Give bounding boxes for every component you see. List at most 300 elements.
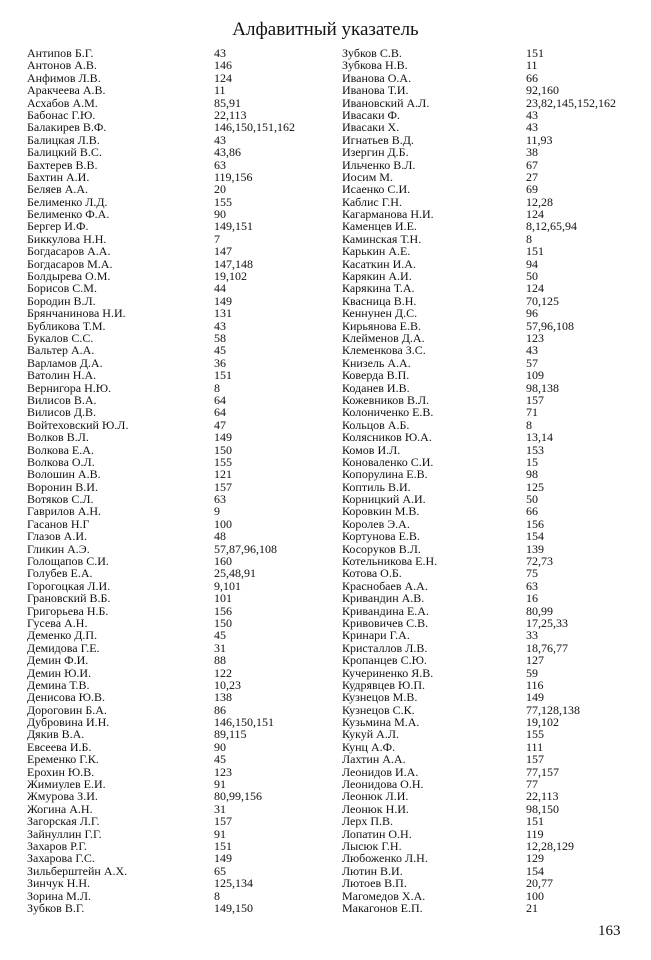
author-name: Кольцов А.Б.	[342, 417, 410, 432]
author-name: Войтеховский Ю.Л.	[27, 417, 129, 432]
author-name: Григорьева Н.Б.	[27, 603, 109, 618]
page-references: 98,138	[526, 380, 559, 395]
author-name: Евсеева И.Б.	[27, 739, 92, 754]
author-name: Демин Ю.И.	[27, 665, 92, 680]
author-name: Ивановский А.Л.	[342, 95, 430, 110]
author-name: Белименко Ф.А.	[27, 207, 110, 222]
page-references: 147	[214, 244, 232, 259]
index-entry	[342, 369, 642, 381]
page-references: 44	[214, 281, 226, 296]
page-references: 124	[526, 207, 544, 222]
page-references: 155	[214, 194, 232, 209]
page-references: 116	[526, 677, 544, 692]
author-name: Лопатин О.Н.	[342, 826, 412, 841]
index-entry	[27, 902, 323, 914]
author-name: Борисов С.М.	[27, 281, 97, 296]
page-references: 77	[526, 777, 538, 792]
page-references: 149,151	[214, 219, 253, 234]
author-name: Макагонов Е.П.	[342, 900, 423, 915]
page-references: 19,102	[214, 269, 247, 284]
page-references: 151	[526, 814, 544, 829]
author-name: Вотяков С.Л.	[27, 492, 94, 507]
page-references: 23,82,145,152,162	[526, 95, 616, 110]
page-references: 98	[526, 467, 538, 482]
page-references: 36	[214, 355, 226, 370]
page-references: 11	[214, 83, 226, 98]
page-references: 57,96,108	[526, 318, 574, 333]
page-references: 45	[214, 343, 226, 358]
index-entry	[27, 629, 323, 641]
author-name: Кожевников В.Л.	[342, 392, 430, 407]
page-references: 45	[214, 752, 226, 767]
author-name: Захаров Р.Г.	[27, 839, 87, 853]
author-name: Копорулина Е.В.	[342, 467, 428, 482]
index-entry	[27, 505, 323, 517]
index-entry	[27, 654, 323, 666]
page-references: 109	[526, 368, 544, 383]
author-name: Коноваленко С.И.	[342, 454, 434, 469]
page-references: 154	[526, 529, 544, 544]
author-name: Кукуй А.Л.	[342, 727, 399, 742]
author-name: Богдасаров А.А.	[27, 244, 111, 259]
author-name: Жимиулев Е.И.	[27, 777, 106, 792]
page-references: 149	[214, 293, 232, 308]
author-name: Леонюк Л.И.	[342, 789, 409, 804]
page-title: Алфавитный указатель	[232, 19, 419, 40]
page-references: 43	[526, 120, 538, 135]
author-name: Ильченко В.Л.	[342, 157, 416, 172]
author-name: Королев Э.А.	[342, 516, 410, 531]
author-name: Варламов Д.А.	[27, 355, 103, 370]
author-name: Кривовичев С.В.	[342, 615, 429, 630]
index-entry	[27, 530, 323, 542]
page-references: 11	[526, 58, 538, 73]
page-references: 119	[526, 826, 544, 841]
author-name: Кропанцев С.Ю.	[342, 653, 427, 668]
index-entry	[27, 282, 323, 294]
page-references: 43	[214, 46, 226, 60]
page-references: 146,150,151,162	[214, 120, 295, 135]
author-name: Зайнуллин Г.Г.	[27, 826, 102, 841]
page-references: 151	[214, 368, 232, 383]
author-name: Волкова О.Л.	[27, 454, 95, 469]
page-references: 45	[214, 628, 226, 643]
index-entry	[27, 691, 323, 703]
author-name: Демин Ф.И.	[27, 653, 89, 668]
author-name: Каблис Г.Н.	[342, 194, 402, 209]
page-references: 9,101	[214, 578, 241, 593]
author-name: Гаврилов А.Н.	[27, 504, 102, 519]
author-name: Букалов С.С.	[27, 330, 94, 345]
page-references: 80,99	[526, 603, 553, 618]
index-entry	[342, 245, 642, 257]
index-entry	[342, 815, 642, 827]
page-references: 9	[214, 504, 220, 519]
author-name: Бабонас Г.Ю.	[27, 107, 96, 122]
index-entry	[342, 567, 642, 579]
page-references: 123	[214, 764, 232, 779]
author-name: Кучериненко Я.В.	[342, 665, 434, 680]
author-name: Волошин А.В.	[27, 467, 101, 482]
index-entry	[27, 753, 323, 765]
page-references: 19,102	[526, 715, 559, 730]
page-references: 121	[214, 467, 232, 482]
index-entry	[27, 84, 323, 96]
author-name: Кривандин А.В.	[342, 591, 425, 606]
page-references: 153	[526, 442, 544, 457]
author-name: Лахтин А.А.	[342, 752, 406, 767]
page-references: 22,113	[526, 789, 559, 804]
page-references: 38	[526, 145, 538, 160]
author-name: Зильберштейн А.Х.	[27, 863, 128, 878]
author-name: Загорская Л.Г.	[27, 814, 100, 829]
page-references: 89,115	[214, 727, 247, 742]
author-name: Леонидов И.А.	[342, 764, 419, 779]
author-name: Исаенко С.И.	[342, 182, 411, 197]
author-name: Кудрявцев Ю.П.	[342, 677, 426, 692]
page-references: 18,76,77	[526, 640, 568, 655]
author-name: Касаткин И.А.	[342, 256, 416, 271]
page-references: 10,23	[214, 677, 241, 692]
author-name: Каменцев И.Е.	[342, 219, 417, 234]
index-entry	[27, 369, 323, 381]
page-references: 58	[214, 330, 226, 345]
page-references: 94	[526, 256, 538, 271]
author-name: Колясников Ю.А.	[342, 430, 432, 445]
author-name: Зинчук Н.Н.	[27, 876, 91, 891]
author-name: Балакирев В.Ф.	[27, 120, 107, 135]
author-name: Бахтерев В.В.	[27, 157, 98, 172]
page-references: 150	[214, 615, 232, 630]
author-name: Вилисов В.А.	[27, 392, 97, 407]
page-references: 156	[526, 516, 544, 531]
page-references: 151	[526, 244, 544, 259]
index-entry	[27, 146, 323, 158]
index-entry	[27, 790, 323, 802]
page-references: 67	[526, 157, 538, 172]
page-references: 131	[214, 306, 232, 321]
author-name: Бергер И.Ф.	[27, 219, 89, 234]
page-references: 75	[526, 566, 538, 581]
page-references: 43	[214, 132, 226, 147]
author-name: Дякив В.А.	[27, 727, 85, 742]
page-references: 125	[526, 479, 544, 494]
page-references: 77,128,138	[526, 702, 580, 717]
index-entry	[342, 629, 642, 641]
author-name: Зорина М.Л.	[27, 888, 91, 903]
author-name: Лютоев В.П.	[342, 876, 407, 891]
page-references: 127	[526, 653, 544, 668]
page-references: 69	[526, 182, 538, 197]
page-references: 155	[214, 454, 232, 469]
author-name: Аракчеева А.В.	[27, 83, 106, 98]
page-references: 147,148	[214, 256, 253, 271]
index-entry	[342, 852, 642, 864]
page-references: 139	[526, 541, 544, 556]
author-name: Леонюк Н.И.	[342, 801, 409, 816]
author-name: Любоженко Л.Н.	[342, 851, 428, 866]
page-references: 71	[526, 405, 538, 420]
index-entry	[342, 790, 642, 802]
page-references: 31	[214, 801, 226, 816]
page-references: 8	[214, 380, 220, 395]
page-references: 50	[526, 269, 538, 284]
page-references: 96	[526, 306, 538, 321]
author-name: Краснобаев А.А.	[342, 578, 428, 593]
index-column-right	[342, 47, 642, 914]
author-name: Биккулова Н.Н.	[27, 231, 107, 246]
author-name: Воронин В.И.	[27, 479, 98, 494]
author-name: Кузьмина М.А.	[342, 715, 420, 730]
index-entry	[27, 592, 323, 604]
index-entry	[27, 852, 323, 864]
author-name: Кривандина Е.А.	[342, 603, 429, 618]
page-references: 91	[214, 777, 226, 792]
author-name: Косоруков В.Л.	[342, 541, 421, 556]
author-name: Бахтин А.И.	[27, 169, 90, 184]
author-name: Дубровина И.Н.	[27, 715, 110, 730]
author-name: Балицкая Л.В.	[27, 132, 100, 147]
index-entry	[27, 431, 323, 443]
author-name: Зубков В.Г.	[27, 900, 85, 915]
author-name: Ватолин Н.А.	[27, 368, 97, 383]
index-entry	[342, 121, 642, 133]
index-entry	[27, 183, 323, 195]
author-name: Иванова Т.И.	[342, 83, 409, 98]
author-name: Кирьянова Е.В.	[342, 318, 422, 333]
page-references: 12,28,129	[526, 839, 574, 853]
page-references: 157	[214, 479, 232, 494]
author-name: Котельникова Е.Н.	[342, 554, 438, 569]
author-name: Карякин А.И.	[342, 269, 412, 284]
index-entry	[342, 220, 642, 232]
page-references: 16	[526, 591, 538, 606]
page-references: 100	[526, 888, 544, 903]
page-references: 50	[526, 492, 538, 507]
page-references: 63	[214, 157, 226, 172]
page-references: 17,25,33	[526, 615, 568, 630]
index-entry	[342, 753, 642, 765]
author-name: Книзель А.А.	[342, 355, 411, 370]
author-name: Гусева А.Н.	[27, 615, 88, 630]
page-references: 57,87,96,108	[214, 541, 277, 556]
page-references: 63	[214, 492, 226, 507]
page-references: 13,14	[526, 430, 553, 445]
page-references: 124	[214, 70, 232, 85]
author-name: Коптиль В.И.	[342, 479, 411, 494]
index-entry	[342, 282, 642, 294]
author-name: Дороговин Б.А.	[27, 702, 107, 717]
author-name: Лерх П.В.	[342, 814, 394, 829]
author-name: Игнатьев В.Д.	[342, 132, 414, 147]
author-name: Кузнецов М.В.	[342, 690, 418, 705]
author-name: Магомедов Х.А.	[342, 888, 426, 903]
page-references: 80,99,156	[214, 789, 262, 804]
index-entry	[27, 468, 323, 480]
page-references: 47	[214, 417, 226, 432]
page-references: 150	[214, 442, 232, 457]
author-name: Кунц А.Ф.	[342, 739, 396, 754]
page-references: 57	[526, 355, 538, 370]
index-entry	[27, 815, 323, 827]
page-references: 43	[214, 318, 226, 333]
page-references: 92,160	[526, 83, 559, 98]
author-name: Иосим М.	[342, 169, 393, 184]
author-name: Демидова Г.Е.	[27, 640, 100, 655]
page-references: 65	[214, 863, 226, 878]
author-name: Ивасаки Ф.	[342, 107, 401, 122]
page-references: 156	[214, 603, 232, 618]
index-entry	[342, 592, 642, 604]
page-references: 66	[526, 504, 538, 519]
author-name: Ивасаки Х.	[342, 120, 400, 135]
author-name: Волков В.Л.	[27, 430, 89, 445]
index-entry	[27, 245, 323, 257]
author-name: Голубев Е.А.	[27, 566, 93, 581]
author-name: Кагарманова Н.И.	[342, 207, 434, 222]
author-name: Бородин В.Л.	[27, 293, 96, 308]
index-entry	[342, 468, 642, 480]
index-entry	[27, 59, 323, 71]
page-references: 160	[214, 554, 232, 569]
author-name: Лютин В.И.	[342, 863, 403, 878]
page-references: 149	[214, 430, 232, 445]
page-references: 123	[526, 330, 544, 345]
page-references: 98,150	[526, 801, 559, 816]
index-entry	[27, 344, 323, 356]
page-references: 101	[214, 591, 232, 606]
page-references: 21	[526, 900, 538, 915]
page-references: 59	[526, 665, 538, 680]
page-references: 86	[214, 702, 226, 717]
author-name: Котова О.Б.	[342, 566, 402, 581]
author-name: Денисова Ю.В.	[27, 690, 105, 705]
index-entry	[27, 121, 323, 133]
page-references: 64	[214, 392, 226, 407]
page-references: 138	[214, 690, 232, 705]
author-name: Зубкова Н.В.	[342, 58, 408, 73]
index-entry	[342, 530, 642, 542]
page-references: 22,113	[214, 107, 247, 122]
index-entry	[342, 877, 642, 889]
page-references: 91	[214, 826, 226, 841]
author-name: Карькин А.Е.	[342, 244, 411, 259]
author-name: Корницкий А.И.	[342, 492, 426, 507]
page-references: 157	[526, 752, 544, 767]
page-references: 63	[526, 578, 538, 593]
author-name: Кристаллов Л.В.	[342, 640, 428, 655]
index-entry	[27, 220, 323, 232]
page-references: 149	[214, 851, 232, 866]
author-name: Вилисов Д.В.	[27, 405, 97, 420]
author-name: Коверда В.П.	[342, 368, 410, 383]
page-references: 146	[214, 58, 232, 73]
page-references: 7	[214, 231, 220, 246]
author-name: Голощапов С.И.	[27, 554, 109, 569]
index-entry	[342, 344, 642, 356]
page-references: 12,28	[526, 194, 553, 209]
author-name: Коданев И.В.	[342, 380, 410, 395]
author-name: Леонидова О.Н.	[342, 777, 424, 792]
page-references: 90	[214, 739, 226, 754]
author-name: Беляев А.А.	[27, 182, 89, 197]
author-name: Кринари Г.А.	[342, 628, 410, 643]
author-name: Кортунова Е.В.	[342, 529, 420, 544]
author-name: Карякина Т.А.	[342, 281, 415, 296]
page-references: 111	[526, 739, 544, 754]
page-references: 8,12,65,94	[526, 219, 577, 234]
index-entry	[342, 84, 642, 96]
index-entry	[342, 406, 642, 418]
page-references: 154	[526, 863, 544, 878]
page-references: 20,77	[526, 876, 553, 891]
page-references: 27	[526, 169, 538, 184]
index-entry	[342, 307, 642, 319]
index-entry	[342, 691, 642, 703]
author-name: Антонов А.В.	[27, 58, 97, 73]
author-name: Лысюк Г.Н.	[342, 839, 402, 853]
author-name: Гликин А.Э.	[27, 541, 90, 556]
page-references: 8	[526, 417, 532, 432]
page-references: 43	[526, 343, 538, 358]
index-entry	[342, 902, 642, 914]
author-name: Жогина А.Н.	[27, 801, 93, 816]
author-name: Антипов Б.Г.	[27, 46, 94, 60]
author-name: Грановский В.Б.	[27, 591, 111, 606]
author-name: Зубков С.В.	[342, 46, 402, 60]
author-name: Анфимов Л.В.	[27, 70, 101, 85]
page-references: 48	[214, 529, 226, 544]
page-references: 155	[526, 727, 544, 742]
author-name: Еременко Г.К.	[27, 752, 99, 767]
author-name: Квасница В.Н.	[342, 293, 417, 308]
author-name: Волкова Е.А.	[27, 442, 94, 457]
author-name: Коровкин М.В.	[342, 504, 420, 519]
index-column-left	[27, 47, 323, 914]
page-references: 66	[526, 70, 538, 85]
author-name: Богдасаров М.А.	[27, 256, 113, 271]
author-name: Гасанов Н.Г	[27, 516, 90, 531]
author-name: Каминская Т.Н.	[342, 231, 422, 246]
page-references: 25,48,91	[214, 566, 256, 581]
author-name: Вальтер А.А.	[27, 343, 95, 358]
page-references: 100	[214, 516, 232, 531]
author-name: Глазов А.И.	[27, 529, 88, 544]
index-entry	[342, 183, 642, 195]
page-references: 33	[526, 628, 538, 643]
author-name: Колониченко Е.В.	[342, 405, 434, 420]
author-name: Кеннунен Д.С.	[342, 306, 418, 321]
page-references: 149,150	[214, 900, 253, 915]
author-name: Вернигора Н.Ю.	[27, 380, 112, 395]
author-name: Комов И.Л.	[342, 442, 401, 457]
page-references: 124	[526, 281, 544, 296]
author-name: Клеменкова З.С.	[342, 343, 426, 358]
page-references: 20	[214, 182, 226, 197]
index-entry	[342, 505, 642, 517]
author-name: Клейменов Д.А.	[342, 330, 425, 345]
page-references: 77,157	[526, 764, 559, 779]
page-references: 149	[526, 690, 544, 705]
author-name: Деменко Д.П.	[27, 628, 98, 643]
index-entry	[27, 567, 323, 579]
page-references: 8	[214, 888, 220, 903]
author-name: Кузнецов С.К.	[342, 702, 415, 717]
page-references: 43	[526, 107, 538, 122]
author-name: Демина Т.В.	[27, 677, 90, 692]
page-references: 15	[526, 454, 538, 469]
page-references: 125,134	[214, 876, 253, 891]
